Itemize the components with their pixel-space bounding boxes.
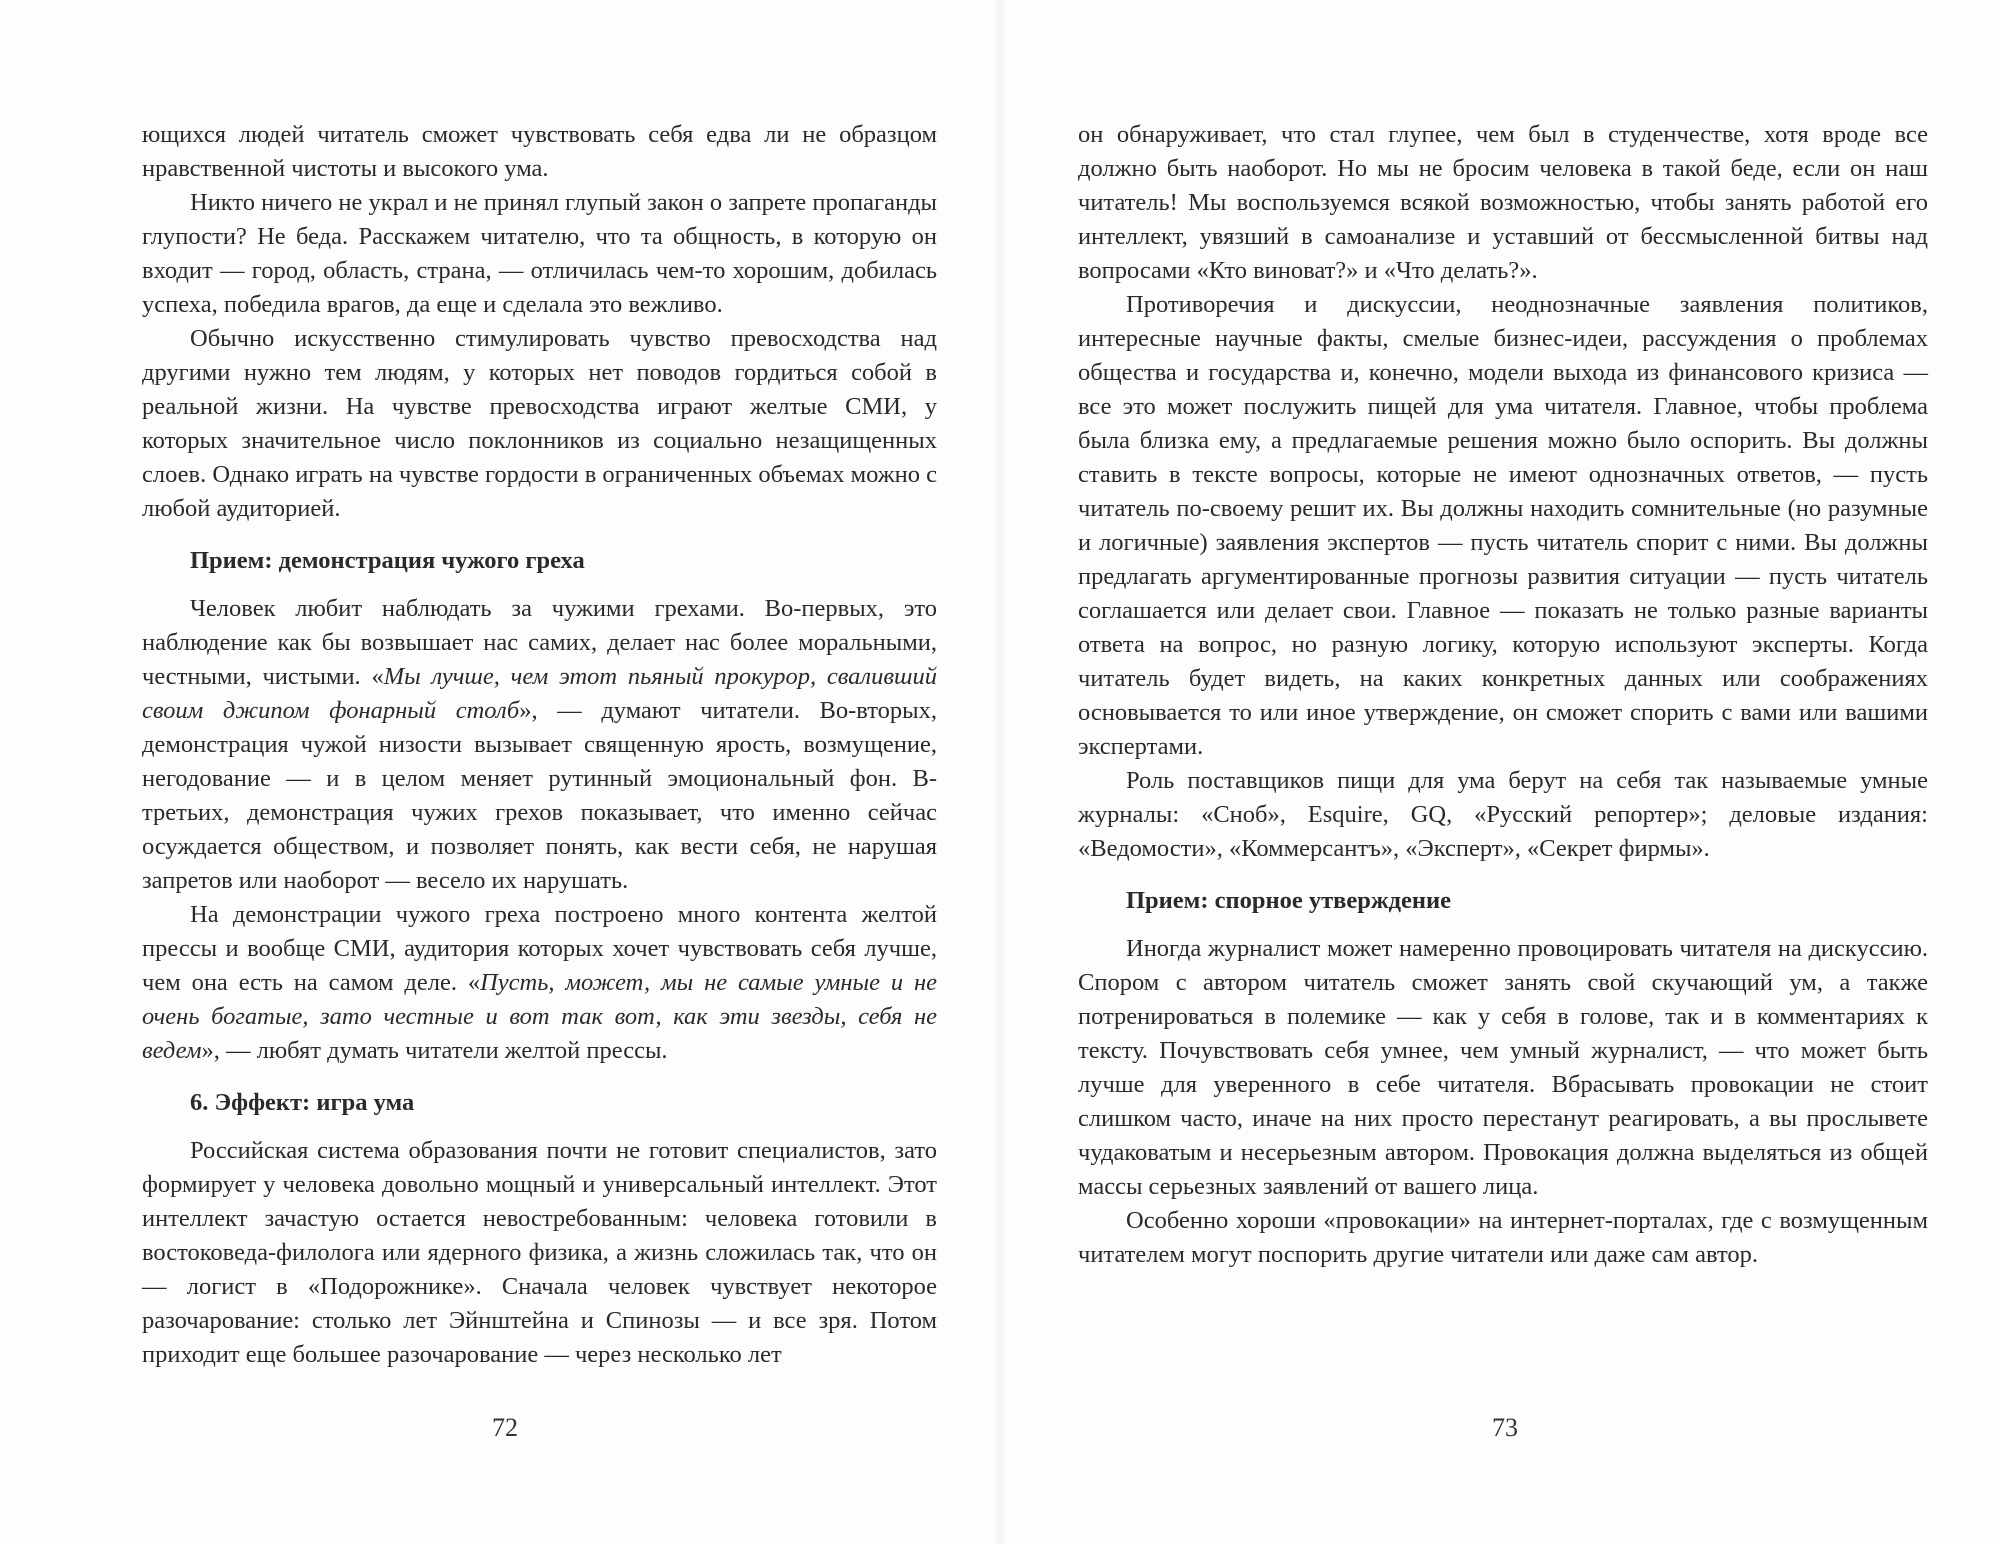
paragraph: Особенно хороши «провокации» на интернет-порталах, где с возмущенным читателем могут поспорить другие читатели или даже сам автор. xyxy=(1078,1207,1928,1268)
paragraph-text: », — думают читатели. Во-вторых, демонстрация чужой низости вызывает священную ярость, возмущение, негодование — и в целом меняет рутинный эмоциональный фон. В-третьих, демонстрация чужих грехов показывает, что именно сейчас осуждается обществом, и позволяет понять, как вести себя, не нарушая запретов или наоборот — весело их нарушать. xyxy=(142,697,937,894)
left-page xyxy=(142,118,937,1372)
paragraph xyxy=(142,592,937,898)
section-heading: Прием: демонстрация чужого греха xyxy=(190,547,585,574)
italic-quote: Мы лучше, чем этот пьяный прокурор, сваливший своим джипом фонарный столб xyxy=(142,663,937,724)
paragraph-text: Человек любит наблюдать за чужими грехами. Во-первых, это наблюдение как бы возвышает нас самих, делает нас более моральными, честными, чистыми. « xyxy=(142,595,937,690)
paragraph: Иногда журналист может намеренно провоцировать читателя на дискуссию. Спором с автором читатель сможет занять свой скучающий ум, а также потренироваться в полемике — как у себя в голове, так и в комментариях к тексту. Почувствовать себя умнее, чем умный журналист, — что может быть лучше для уверенного в себе читателя. Вбрасывать провокации не стоит слишком часто, иначе на них просто перестанут реагировать, а вы прослывете чудаковатым и несерьезным автором. Провокация должна выделяться из общей массы серьезных заявлений от вашего лица. xyxy=(1078,935,1928,1200)
page-number: 72 xyxy=(492,1413,518,1442)
paragraph: ющихся людей читатель сможет чувствовать себя едва ли не образцом нравственной чистоты и высокого ума. xyxy=(142,121,937,182)
page-gutter xyxy=(994,0,1006,1544)
section-heading: Прием: спорное утверждение xyxy=(1126,887,1452,914)
paragraph: Обычно искусственно стимулировать чувство превосходства над другими нужно тем людям, у которых нет поводов гордиться собой в реальной жизни. На чувстве превосходства играют желтые СМИ, у которых значительное число поклонников из социально незащищенных слоев. Однако играть на чувстве гордости в ограниченных объемах можно с любой аудиторией. xyxy=(142,325,937,522)
right-page xyxy=(1078,118,1928,1272)
italic-quote: Пусть, может, мы не самые умные и не очень богатые, зато честные и вот так вот, как эти звезды, себя не ведем xyxy=(142,969,937,1064)
paragraph-text: На демонстрации чужого греха построено много контента желтой прессы и вообще СМИ, аудитория которых хочет чувствовать себя лучше, чем она есть на самом деле. « xyxy=(142,901,937,996)
paragraph: Российская система образования почти не готовит специалистов, зато формирует у человека довольно мощный и универсальный интеллект. Этот интеллект зачастую остается невостребованным: человека готовили в востоковеда-филолога или ядерного физика, а жизнь сложилась так, что он — логист в «Подорожнике». Сначала человек чувствует некоторое разочарование: столько лет Эйнштейна и Спинозы — и все зря. Потом приходит еще большее разочарование — через несколько лет xyxy=(142,1137,937,1368)
paragraph: Никто ничего не украл и не принял глупый закон о запрете пропаганды глупости? Не беда. Расскажем читателю, что та общность, в которую он входит — город, область, страна, — отличилась чем-то хорошим, добилась успеха, победила врагов, да еще и сделала это вежливо. xyxy=(142,189,937,318)
paragraph xyxy=(142,898,937,1068)
paragraph: он обнаруживает, что стал глупее, чем был в студенчестве, хотя вроде все должно быть наоборот. Но мы не бросим человека в такой беде, если он наш читатель! Мы воспользуемся всякой возможностью, чтобы занять работой его интеллект, увязший в самоанализе и уставший от бессмысленной битвы над вопросами «Кто виноват?» и «Что делать?». xyxy=(1078,121,1928,284)
paragraph-text: », — любят думать читатели желтой прессы. xyxy=(201,1037,668,1064)
section-heading: 6. Эффект: игра ума xyxy=(190,1089,415,1116)
paragraph: Противоречия и дискуссии, неоднозначные заявления политиков, интересные научные факты, смелые бизнес-идеи, рассуждения о проблемах общества и государства и, конечно, модели выхода из финансового кризиса — все это может послужить пищей для ума читателя. Главное, чтобы проблема была близка ему, а предлагаемые решения можно было оспорить. Вы должны ставить в тексте вопросы, которые не имеют однозначных ответов, — пусть читатель по-своему решит их. Вы должны находить сомнительные (но разумные и логичные) заявления экспертов — пусть читатель спорит с ними. Вы должны предлагать аргументированные прогнозы развития ситуации — пусть читатель соглашается или делает свои. Главное — показать не только разные варианты ответа на вопрос, но разную логику, которую используют эксперты. Когда читатель будет видеть, на каких конкретных данных или соображениях основывается то или иное утверждение, он сможет спорить с вами или вашими экспертами. xyxy=(1078,291,1928,760)
paragraph: Роль поставщиков пищи для ума берут на себя так называемые умные журналы: «Сноб», Esquire, GQ, «Русский репортер»; деловые издания: «Ведомости», «Коммерсантъ», «Эксперт», «Секрет фирмы». xyxy=(1078,767,1928,862)
page-number: 73 xyxy=(1492,1413,1518,1442)
